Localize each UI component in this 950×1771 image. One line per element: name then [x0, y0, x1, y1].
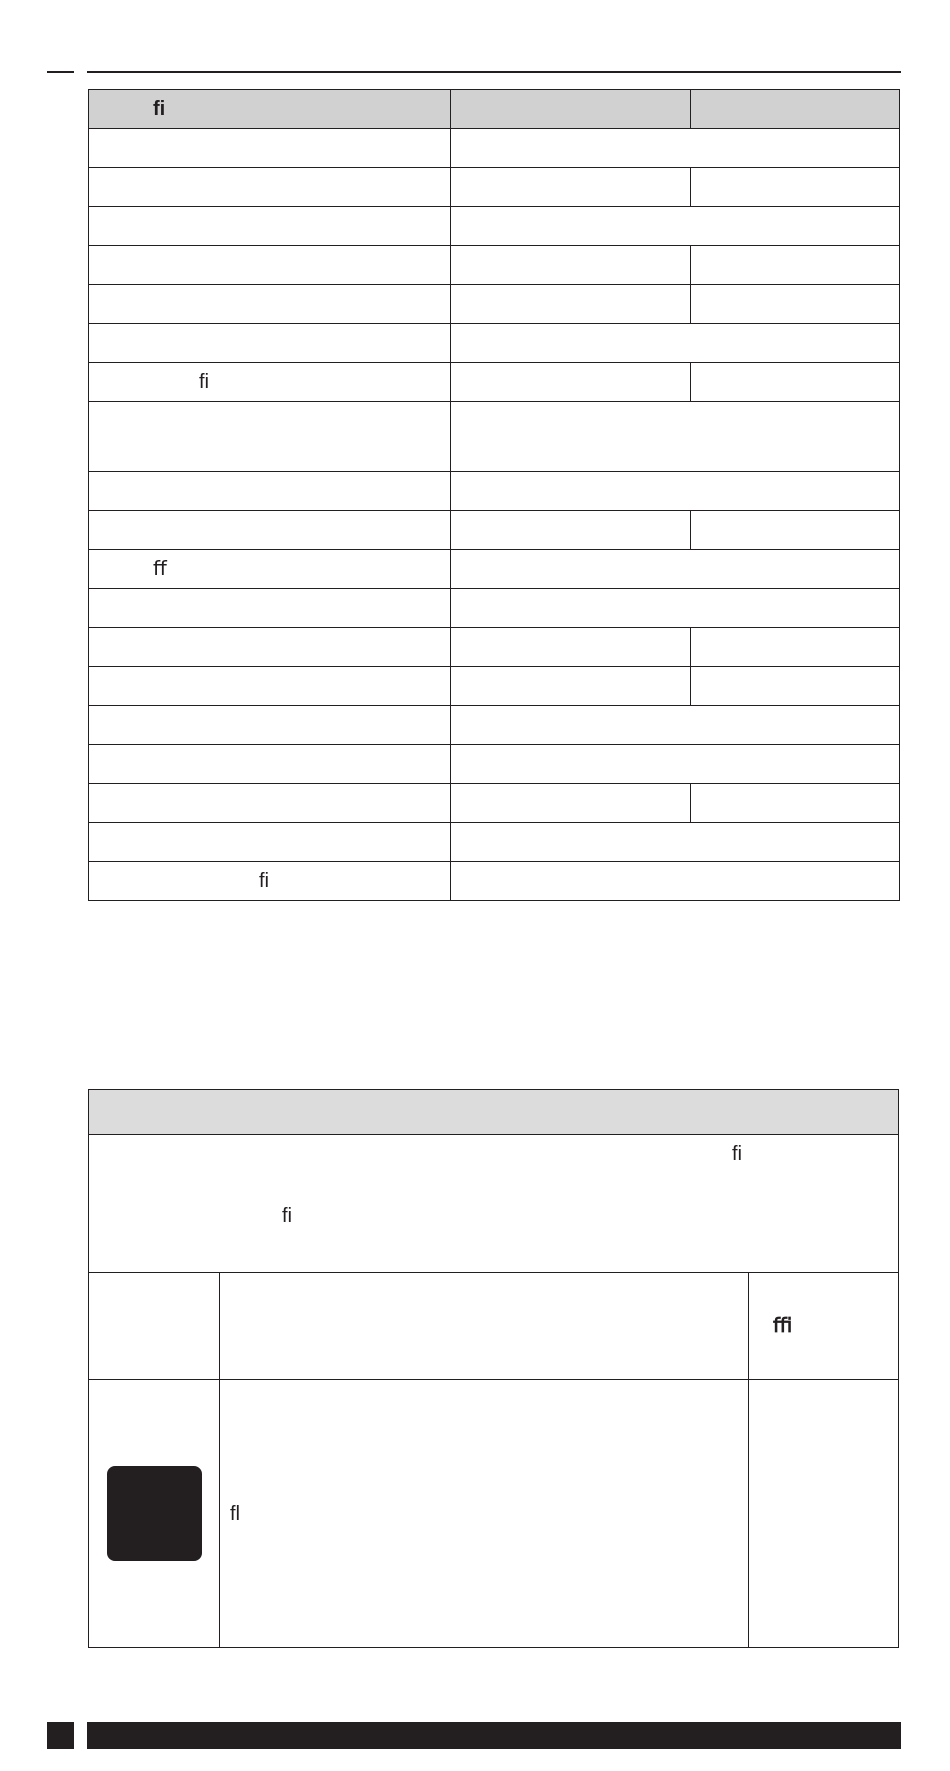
table-row [89, 784, 900, 823]
table-row [89, 129, 900, 168]
row-value [451, 706, 900, 745]
table-row [89, 862, 900, 901]
row-value [691, 363, 900, 402]
row-value [451, 784, 691, 823]
footer-bar [87, 1722, 901, 1749]
table-row [89, 550, 900, 589]
row-label [89, 168, 451, 207]
header-rule-short [47, 71, 74, 73]
info-head-row [89, 1273, 899, 1380]
row-label [89, 285, 451, 324]
table-row [89, 402, 900, 472]
footer-page-marker [47, 1722, 74, 1749]
row-label [89, 324, 451, 363]
info-table [88, 1089, 899, 1648]
row-value [691, 784, 900, 823]
row-value [451, 246, 691, 285]
table-row [89, 472, 900, 511]
table-row [89, 246, 900, 285]
table-row [89, 628, 900, 667]
row-label [89, 667, 451, 706]
info-paragraph-cell [89, 1135, 899, 1273]
spec-header-cell [451, 90, 691, 129]
spec-header-cell: ﬁ [89, 90, 451, 129]
row-label [89, 589, 451, 628]
header-rule-long [87, 71, 901, 73]
row-label [89, 628, 451, 667]
info-title-row [89, 1090, 899, 1135]
info-symbol-cell [89, 1380, 220, 1648]
table-row [89, 823, 900, 862]
row-value [451, 862, 900, 901]
row-value [451, 550, 900, 589]
row-label [89, 706, 451, 745]
row-value [451, 402, 900, 472]
row-value [691, 667, 900, 706]
paragraph-ligature: ﬁ [732, 1143, 742, 1165]
row-value [691, 511, 900, 550]
info-paragraph [89, 1135, 898, 1272]
row-value [451, 589, 900, 628]
row-label [89, 129, 451, 168]
table-row [89, 589, 900, 628]
row-label [89, 402, 451, 472]
info-head-cell [89, 1273, 220, 1380]
table-row [89, 667, 900, 706]
row-label [89, 745, 451, 784]
info-body-text: ﬂ [220, 1380, 749, 1648]
row-value [451, 511, 691, 550]
info-paragraph-row [89, 1135, 899, 1273]
row-label: ﬁ [89, 862, 451, 901]
row-value [451, 472, 900, 511]
row-value [691, 628, 900, 667]
table-row [89, 168, 900, 207]
spec-table-header-row [89, 90, 900, 129]
row-value [691, 285, 900, 324]
row-value [451, 363, 691, 402]
info-title [89, 1090, 899, 1135]
row-value [451, 129, 900, 168]
warning-symbol-icon [107, 1466, 202, 1561]
paragraph-ligature: ﬁ [282, 1205, 292, 1227]
row-value [451, 823, 900, 862]
row-value [691, 246, 900, 285]
spec-table [88, 89, 900, 901]
row-value [451, 628, 691, 667]
table-row [89, 285, 900, 324]
info-head-cell: ﬃ [749, 1273, 899, 1380]
table-row [89, 706, 900, 745]
row-value [451, 667, 691, 706]
row-value [451, 285, 691, 324]
table-row [89, 511, 900, 550]
row-value [691, 168, 900, 207]
row-label: ﬀ [89, 550, 451, 589]
row-label [89, 823, 451, 862]
row-label [89, 207, 451, 246]
info-body-row [89, 1380, 899, 1648]
row-value [451, 207, 900, 246]
info-head-cell [220, 1273, 749, 1380]
row-value [451, 745, 900, 784]
row-label [89, 472, 451, 511]
spec-header-cell [691, 90, 900, 129]
row-label [89, 511, 451, 550]
row-value [451, 168, 691, 207]
row-label: ﬁ [89, 363, 451, 402]
row-label [89, 784, 451, 823]
table-row [89, 324, 900, 363]
table-row [89, 363, 900, 402]
row-value [451, 324, 900, 363]
info-body-cell [749, 1380, 899, 1648]
row-label [89, 246, 451, 285]
table-row [89, 745, 900, 784]
table-row [89, 207, 900, 246]
